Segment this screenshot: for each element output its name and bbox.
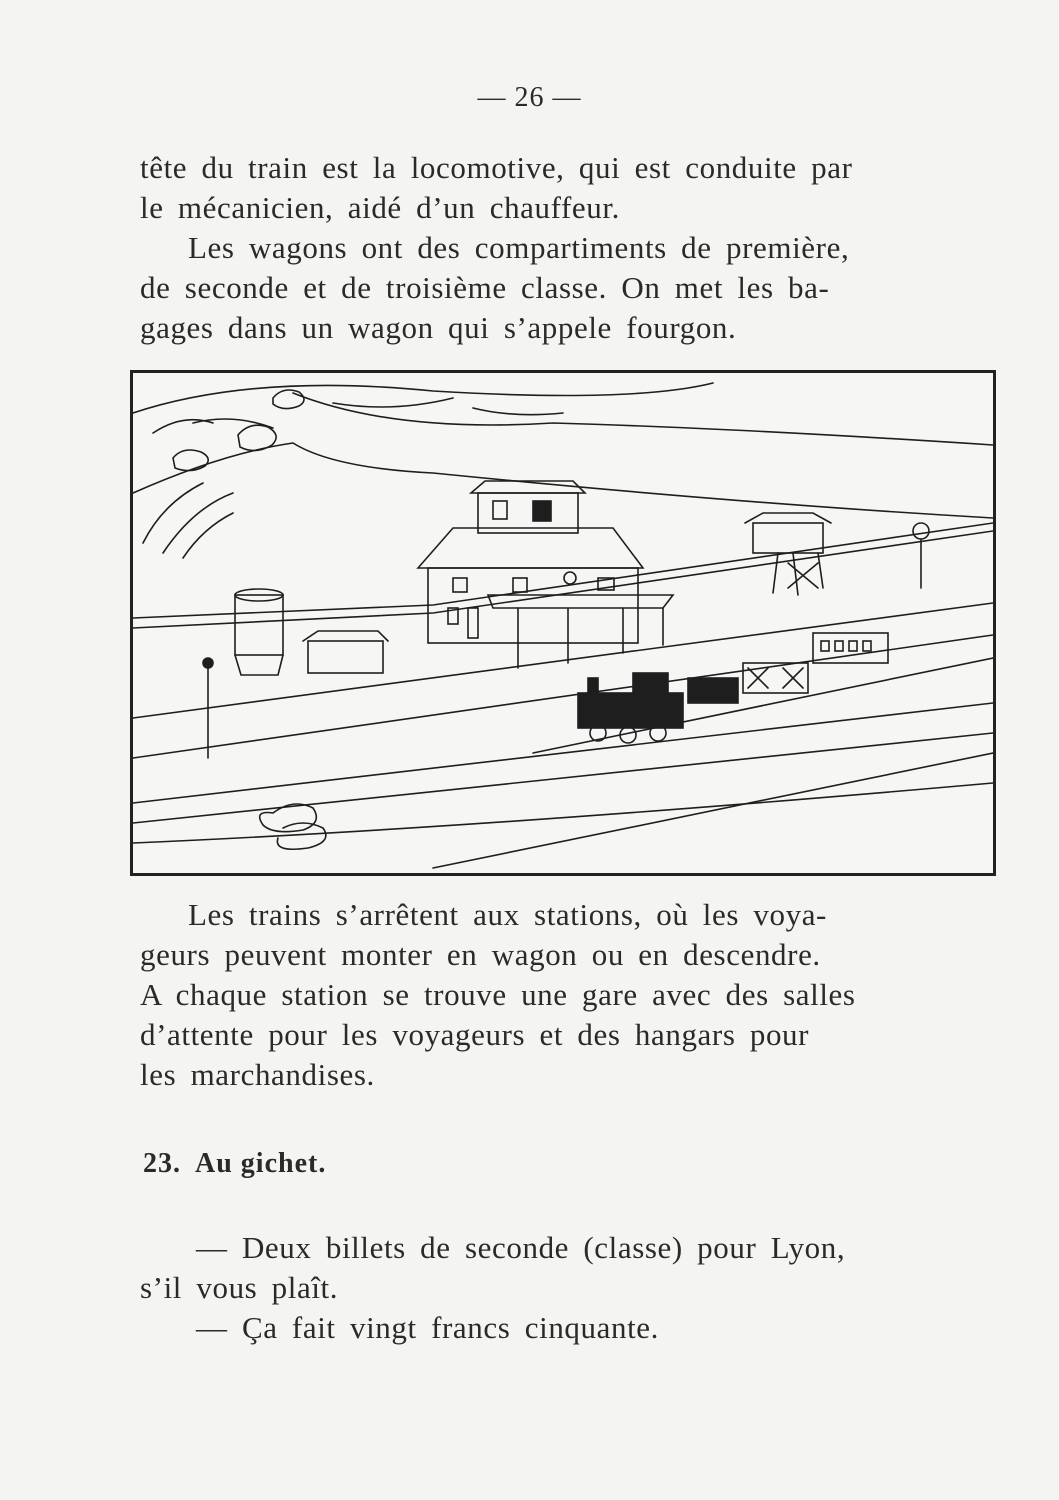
text-line: d’attente pour les voyageurs et des hangars pour	[140, 1017, 810, 1052]
fence-line	[133, 523, 993, 618]
text-line: le mécanicien, aidé d’un chauffeur.	[140, 190, 620, 225]
hill-line	[293, 393, 993, 445]
signal-box	[753, 523, 823, 553]
text-line: tête du train est la locomotive, qui est conduite par	[140, 150, 853, 185]
railway-station-illustration	[130, 370, 996, 876]
tender	[688, 678, 738, 703]
text-line: A chaque station se trouve une gare avec des salles	[140, 977, 856, 1012]
water-tower	[235, 595, 283, 655]
hill-line	[133, 383, 713, 413]
dialogue-line: — Ça fait vingt francs cinquante.	[196, 1310, 660, 1345]
tree	[238, 425, 276, 450]
text-line: Les wagons ont des compartiments de première,	[188, 230, 850, 265]
section-heading	[143, 1148, 326, 1180]
tree	[173, 450, 208, 471]
rail	[133, 703, 993, 803]
text-line: geurs peuvent monter en wagon ou en descendre.	[140, 937, 821, 972]
dialogue	[140, 1228, 982, 1348]
paragraph-train	[140, 148, 982, 348]
hatching	[153, 398, 563, 433]
text-line: gages dans un wagon qui s’appele fourgon.	[140, 310, 737, 345]
shed	[308, 641, 383, 673]
round-signal	[913, 523, 929, 539]
section-number: 23.	[143, 1148, 181, 1179]
fence-line	[133, 531, 993, 628]
tree	[273, 390, 304, 409]
dialogue-line: s’il vous plaît.	[140, 1270, 339, 1305]
rail	[133, 603, 993, 718]
rail	[133, 635, 993, 758]
dialogue-line: — Deux billets de seconde (classe) pour Lyon,	[196, 1230, 846, 1265]
freight-wagon	[743, 663, 808, 693]
text-line: Les trains s’arrêtent aux stations, où les voya-	[188, 897, 827, 932]
station-drawing	[133, 373, 993, 873]
station-roof	[418, 528, 643, 568]
section-title: Au gichet.	[195, 1148, 327, 1179]
rail	[433, 753, 993, 868]
page-number: — 26 —	[477, 82, 582, 113]
text-line: de seconde et de troisième classe. On met les ba-	[140, 270, 830, 305]
hatching	[143, 483, 233, 558]
paragraph-stations	[140, 895, 982, 1095]
text-line: les marchandises.	[140, 1057, 375, 1092]
